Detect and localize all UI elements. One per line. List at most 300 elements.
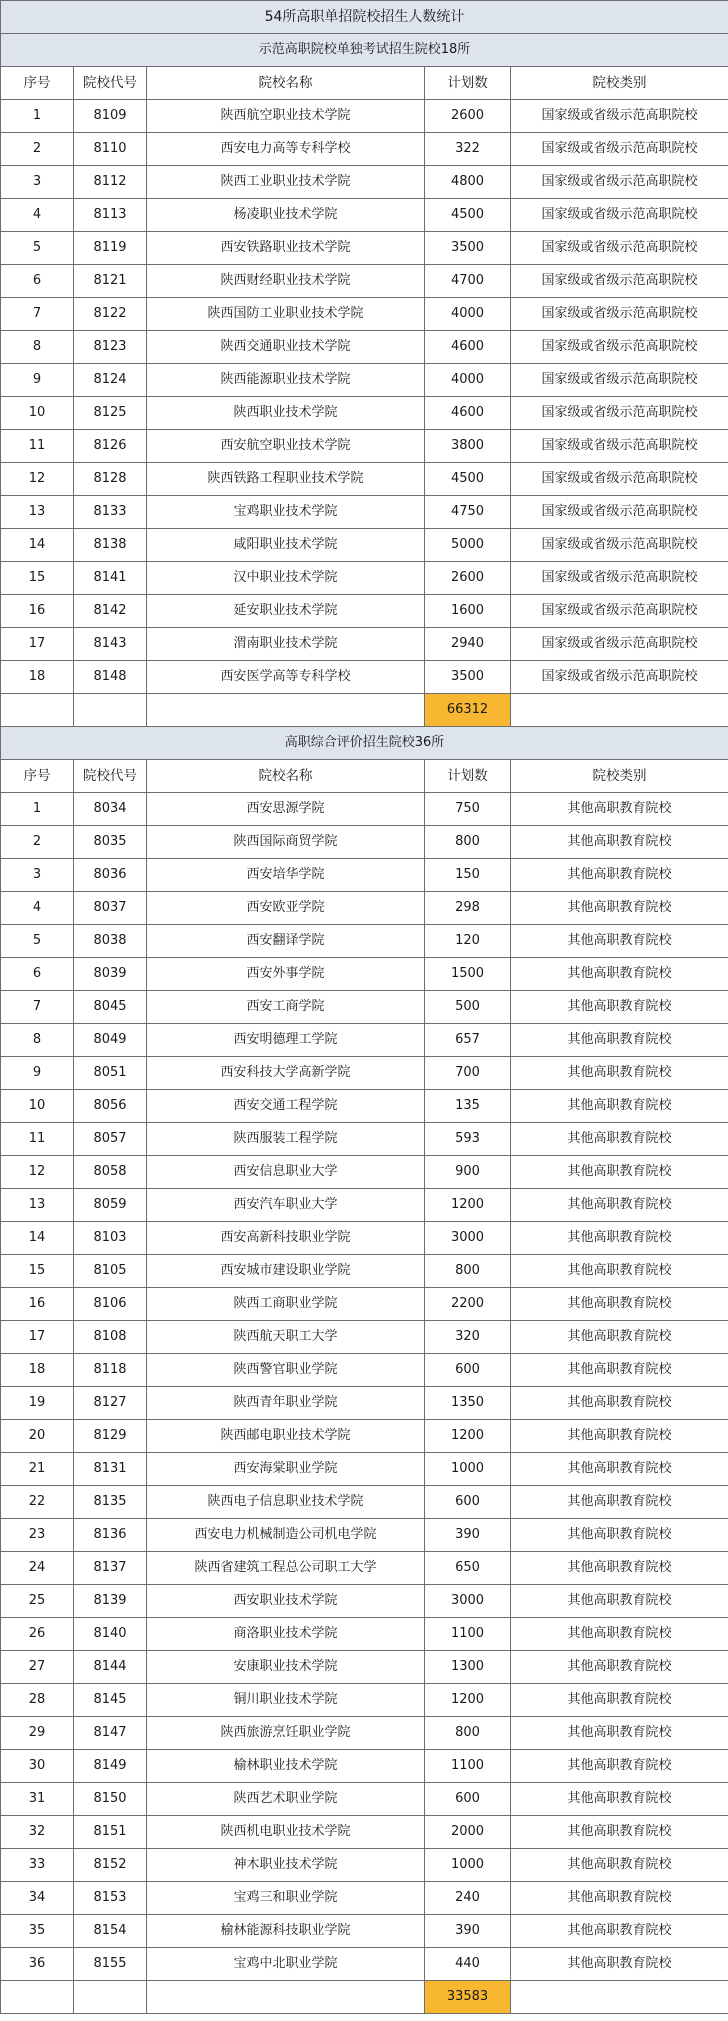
plan-count-cell: 600 [425,1354,511,1387]
seq-number-cell: 24 [1,1552,74,1585]
plan-count-cell: 4500 [425,199,511,232]
column-header-school-code: 院校代号 [74,67,147,100]
school-category-cell: 其他高职教育院校 [511,958,728,991]
plan-count-cell: 3000 [425,1585,511,1618]
school-category-cell: 国家级或省级示范高职院校 [511,496,728,529]
school-category-cell: 国家级或省级示范高职院校 [511,661,728,694]
plan-count-cell: 4700 [425,265,511,298]
seq-number-cell: 14 [1,529,74,562]
plan-count-cell: 1500 [425,958,511,991]
seq-number-cell: 6 [1,265,74,298]
table-title: 54所高职单招院校招生人数统计 [1,1,728,34]
table-body [1,1,728,2014]
seq-number-cell: 35 [1,1915,74,1948]
empty-cell [74,694,147,727]
seq-number-cell: 17 [1,1321,74,1354]
school-code-cell: 8137 [74,1552,147,1585]
total-plan-count: 66312 [425,694,511,727]
plan-count-cell: 800 [425,1717,511,1750]
plan-count-cell: 390 [425,1915,511,1948]
plan-count-cell: 900 [425,1156,511,1189]
seq-number-cell: 2 [1,826,74,859]
school-code-cell: 8154 [74,1915,147,1948]
plan-count-cell: 390 [425,1519,511,1552]
plan-count-cell: 4750 [425,496,511,529]
school-code-cell: 8038 [74,925,147,958]
school-name-cell: 西安海棠职业学院 [147,1453,425,1486]
school-name-cell: 西安科技大学高新学院 [147,1057,425,1090]
table-row [1,1486,728,1519]
school-name-cell: 陕西交通职业技术学院 [147,331,425,364]
table-row [1,1585,728,1618]
plan-count-cell: 2000 [425,1816,511,1849]
seq-number-cell: 13 [1,1189,74,1222]
plan-count-cell: 135 [425,1090,511,1123]
section-heading: 示范高职院校单独考试招生院校18所 [1,34,728,67]
school-name-cell: 陕西能源职业技术学院 [147,364,425,397]
total-row [1,694,728,727]
total-plan-count: 33583 [425,1981,511,2014]
table-row [1,595,728,628]
school-code-cell: 8126 [74,430,147,463]
seq-number-cell: 17 [1,628,74,661]
school-code-cell: 8140 [74,1618,147,1651]
plan-count-cell: 4600 [425,397,511,430]
seq-number-cell: 13 [1,496,74,529]
column-header-school-name: 院校名称 [147,760,425,793]
table-row [1,100,728,133]
school-name-cell: 商洛职业技术学院 [147,1618,425,1651]
school-category-cell: 国家级或省级示范高职院校 [511,232,728,265]
school-category-cell: 其他高职教育院校 [511,1123,728,1156]
table-row [1,892,728,925]
school-name-cell: 西安医学高等专科学校 [147,661,425,694]
school-code-cell: 8150 [74,1783,147,1816]
seq-number-cell: 20 [1,1420,74,1453]
school-code-cell: 8141 [74,562,147,595]
school-code-cell: 8049 [74,1024,147,1057]
table-row [1,628,728,661]
school-category-cell: 国家级或省级示范高职院校 [511,463,728,496]
school-code-cell: 8133 [74,496,147,529]
school-code-cell: 8106 [74,1288,147,1321]
plan-count-cell: 440 [425,1948,511,1981]
school-name-cell: 铜川职业技术学院 [147,1684,425,1717]
table-row [1,925,728,958]
school-name-cell: 西安明德理工学院 [147,1024,425,1057]
school-category-cell: 其他高职教育院校 [511,1849,728,1882]
seq-number-cell: 9 [1,1057,74,1090]
seq-number-cell: 1 [1,100,74,133]
empty-cell [147,1981,425,2014]
school-code-cell: 8124 [74,364,147,397]
table-row [1,298,728,331]
plan-count-cell: 2200 [425,1288,511,1321]
school-code-cell: 8131 [74,1453,147,1486]
seq-number-cell: 7 [1,298,74,331]
school-code-cell: 8035 [74,826,147,859]
school-code-cell: 8149 [74,1750,147,1783]
column-header-school-category: 院校类别 [511,760,728,793]
section-heading-row [1,727,728,760]
table-row [1,133,728,166]
table-row [1,496,728,529]
school-code-cell: 8039 [74,958,147,991]
school-name-cell: 陕西旅游烹饪职业学院 [147,1717,425,1750]
seq-number-cell: 7 [1,991,74,1024]
seq-number-cell: 4 [1,892,74,925]
school-code-cell: 8125 [74,397,147,430]
plan-count-cell: 1300 [425,1651,511,1684]
school-category-cell: 国家级或省级示范高职院校 [511,430,728,463]
school-category-cell: 其他高职教育院校 [511,1915,728,1948]
plan-count-cell: 150 [425,859,511,892]
table-row [1,958,728,991]
school-code-cell: 8139 [74,1585,147,1618]
empty-cell [1,694,74,727]
empty-cell [511,694,728,727]
table-row [1,1387,728,1420]
table-row [1,1090,728,1123]
school-name-cell: 西安思源学院 [147,793,425,826]
school-code-cell: 8155 [74,1948,147,1981]
school-name-cell: 陕西服装工程学院 [147,1123,425,1156]
plan-count-cell: 2600 [425,562,511,595]
school-category-cell: 其他高职教育院校 [511,1156,728,1189]
school-code-cell: 8144 [74,1651,147,1684]
table-row [1,166,728,199]
table-row [1,1717,728,1750]
school-name-cell: 西安电力机械制造公司机电学院 [147,1519,425,1552]
school-code-cell: 8147 [74,1717,147,1750]
school-name-cell: 西安汽车职业大学 [147,1189,425,1222]
total-row [1,1981,728,2014]
column-header-seq-number: 序号 [1,67,74,100]
column-header-school-name: 院校名称 [147,67,425,100]
seq-number-cell: 33 [1,1849,74,1882]
school-code-cell: 8110 [74,133,147,166]
school-code-cell: 8122 [74,298,147,331]
plan-count-cell: 3500 [425,232,511,265]
table-row [1,1948,728,1981]
school-category-cell: 国家级或省级示范高职院校 [511,298,728,331]
school-name-cell: 陕西青年职业学院 [147,1387,425,1420]
school-category-cell: 国家级或省级示范高职院校 [511,562,728,595]
school-name-cell: 陕西机电职业技术学院 [147,1816,425,1849]
seq-number-cell: 6 [1,958,74,991]
school-code-cell: 8036 [74,859,147,892]
seq-number-cell: 29 [1,1717,74,1750]
table-row [1,232,728,265]
plan-count-cell: 700 [425,1057,511,1090]
school-code-cell: 8058 [74,1156,147,1189]
table-row [1,793,728,826]
school-category-cell: 其他高职教育院校 [511,1717,728,1750]
plan-count-cell: 657 [425,1024,511,1057]
table-row [1,1354,728,1387]
school-code-cell: 8113 [74,199,147,232]
school-name-cell: 陕西航天职工大学 [147,1321,425,1354]
school-category-cell: 其他高职教育院校 [511,1750,728,1783]
seq-number-cell: 12 [1,463,74,496]
table-row [1,1552,728,1585]
table-row [1,1783,728,1816]
table-row [1,1750,728,1783]
school-name-cell: 神木职业技术学院 [147,1849,425,1882]
school-name-cell: 汉中职业技术学院 [147,562,425,595]
seq-number-cell: 32 [1,1816,74,1849]
school-code-cell: 8105 [74,1255,147,1288]
school-code-cell: 8121 [74,265,147,298]
plan-count-cell: 1000 [425,1849,511,1882]
table-row [1,1618,728,1651]
school-category-cell: 其他高职教育院校 [511,1453,728,1486]
school-category-cell: 国家级或省级示范高职院校 [511,595,728,628]
table-row [1,529,728,562]
section-heading-row [1,34,728,67]
school-name-cell: 西安交通工程学院 [147,1090,425,1123]
school-category-cell: 其他高职教育院校 [511,1486,728,1519]
school-code-cell: 8034 [74,793,147,826]
school-name-cell: 西安城市建设职业学院 [147,1255,425,1288]
school-code-cell: 8142 [74,595,147,628]
table-row [1,1024,728,1057]
school-category-cell: 其他高职教育院校 [511,1816,728,1849]
table-row [1,1189,728,1222]
school-name-cell: 陕西邮电职业技术学院 [147,1420,425,1453]
school-name-cell: 西安职业技术学院 [147,1585,425,1618]
school-category-cell: 其他高职教育院校 [511,892,728,925]
table-row [1,430,728,463]
school-name-cell: 陕西电子信息职业技术学院 [147,1486,425,1519]
school-code-cell: 8145 [74,1684,147,1717]
school-code-cell: 8103 [74,1222,147,1255]
school-code-cell: 8057 [74,1123,147,1156]
seq-number-cell: 1 [1,793,74,826]
plan-count-cell: 2940 [425,628,511,661]
plan-count-cell: 500 [425,991,511,1024]
school-name-cell: 榆林职业技术学院 [147,1750,425,1783]
table-row [1,1882,728,1915]
plan-count-cell: 3000 [425,1222,511,1255]
school-name-cell: 宝鸡三和职业学院 [147,1882,425,1915]
seq-number-cell: 30 [1,1750,74,1783]
school-code-cell: 8119 [74,232,147,265]
school-name-cell: 陕西财经职业技术学院 [147,265,425,298]
school-code-cell: 8037 [74,892,147,925]
table-row [1,1849,728,1882]
school-name-cell: 西安培华学院 [147,859,425,892]
seq-number-cell: 10 [1,1090,74,1123]
seq-number-cell: 15 [1,562,74,595]
seq-number-cell: 26 [1,1618,74,1651]
seq-number-cell: 19 [1,1387,74,1420]
school-category-cell: 其他高职教育院校 [511,826,728,859]
plan-count-cell: 2600 [425,100,511,133]
school-name-cell: 西安外事学院 [147,958,425,991]
plan-count-cell: 600 [425,1783,511,1816]
plan-count-cell: 1200 [425,1420,511,1453]
column-header-row [1,67,728,100]
school-code-cell: 8153 [74,1882,147,1915]
school-code-cell: 8108 [74,1321,147,1354]
table-row [1,1453,728,1486]
plan-count-cell: 800 [425,826,511,859]
seq-number-cell: 15 [1,1255,74,1288]
seq-number-cell: 9 [1,364,74,397]
school-category-cell: 其他高职教育院校 [511,1882,728,1915]
school-name-cell: 陕西职业技术学院 [147,397,425,430]
seq-number-cell: 31 [1,1783,74,1816]
school-category-cell: 其他高职教育院校 [511,1651,728,1684]
seq-number-cell: 16 [1,1288,74,1321]
school-code-cell: 8056 [74,1090,147,1123]
table-row [1,1321,728,1354]
seq-number-cell: 18 [1,661,74,694]
plan-count-cell: 3800 [425,430,511,463]
seq-number-cell: 11 [1,430,74,463]
seq-number-cell: 25 [1,1585,74,1618]
school-category-cell: 其他高职教育院校 [511,1948,728,1981]
table-row [1,1123,728,1156]
column-header-plan-count: 计划数 [425,760,511,793]
school-category-cell: 其他高职教育院校 [511,1057,728,1090]
school-category-cell: 其他高职教育院校 [511,1618,728,1651]
table-row [1,1816,728,1849]
table-row [1,1915,728,1948]
plan-count-cell: 650 [425,1552,511,1585]
school-name-cell: 陕西工业职业技术学院 [147,166,425,199]
school-name-cell: 西安信息职业大学 [147,1156,425,1189]
school-name-cell: 宝鸡职业技术学院 [147,496,425,529]
school-category-cell: 其他高职教育院校 [511,1684,728,1717]
school-category-cell: 其他高职教育院校 [511,1189,728,1222]
seq-number-cell: 8 [1,331,74,364]
seq-number-cell: 11 [1,1123,74,1156]
school-name-cell: 西安铁路职业技术学院 [147,232,425,265]
school-code-cell: 8109 [74,100,147,133]
school-code-cell: 8138 [74,529,147,562]
plan-count-cell: 4800 [425,166,511,199]
school-category-cell: 其他高职教育院校 [511,1024,728,1057]
school-category-cell: 国家级或省级示范高职院校 [511,100,728,133]
table-row [1,991,728,1024]
seq-number-cell: 23 [1,1519,74,1552]
school-name-cell: 延安职业技术学院 [147,595,425,628]
seq-number-cell: 4 [1,199,74,232]
school-category-cell: 国家级或省级示范高职院校 [511,265,728,298]
table-row [1,1156,728,1189]
table-row [1,265,728,298]
plan-count-cell: 4000 [425,298,511,331]
empty-cell [74,1981,147,2014]
school-name-cell: 陕西国防工业职业技术学院 [147,298,425,331]
table-row [1,859,728,892]
school-category-cell: 其他高职教育院校 [511,1090,728,1123]
seq-number-cell: 5 [1,925,74,958]
seq-number-cell: 3 [1,859,74,892]
school-code-cell: 8128 [74,463,147,496]
plan-count-cell: 1200 [425,1684,511,1717]
school-code-cell: 8051 [74,1057,147,1090]
table-row [1,1057,728,1090]
school-name-cell: 西安欧亚学院 [147,892,425,925]
school-code-cell: 8136 [74,1519,147,1552]
section-heading: 高职综合评价招生院校36所 [1,727,728,760]
plan-count-cell: 1200 [425,1189,511,1222]
seq-number-cell: 16 [1,595,74,628]
school-category-cell: 其他高职教育院校 [511,859,728,892]
plan-count-cell: 1100 [425,1750,511,1783]
table-row [1,1222,728,1255]
seq-number-cell: 36 [1,1948,74,1981]
plan-count-cell: 4500 [425,463,511,496]
school-category-cell: 国家级或省级示范高职院校 [511,166,728,199]
school-category-cell: 其他高职教育院校 [511,1420,728,1453]
school-name-cell: 陕西警官职业学院 [147,1354,425,1387]
school-name-cell: 陕西艺术职业学院 [147,1783,425,1816]
table-row [1,1684,728,1717]
school-category-cell: 国家级或省级示范高职院校 [511,133,728,166]
table-row [1,331,728,364]
school-category-cell: 其他高职教育院校 [511,925,728,958]
school-name-cell: 陕西航空职业技术学院 [147,100,425,133]
column-header-row [1,760,728,793]
table-title-row [1,1,728,34]
table-row [1,562,728,595]
seq-number-cell: 2 [1,133,74,166]
school-category-cell: 其他高职教育院校 [511,1354,728,1387]
seq-number-cell: 3 [1,166,74,199]
seq-number-cell: 14 [1,1222,74,1255]
table-row [1,1519,728,1552]
school-category-cell: 国家级或省级示范高职院校 [511,529,728,562]
seq-number-cell: 34 [1,1882,74,1915]
empty-cell [147,694,425,727]
table-row [1,826,728,859]
table-row [1,1420,728,1453]
plan-count-cell: 4000 [425,364,511,397]
plan-count-cell: 3500 [425,661,511,694]
school-category-cell: 国家级或省级示范高职院校 [511,364,728,397]
school-category-cell: 其他高职教育院校 [511,1255,728,1288]
school-category-cell: 国家级或省级示范高职院校 [511,331,728,364]
table-row [1,463,728,496]
plan-count-cell: 5000 [425,529,511,562]
seq-number-cell: 28 [1,1684,74,1717]
plan-count-cell: 600 [425,1486,511,1519]
seq-number-cell: 27 [1,1651,74,1684]
table-row [1,1651,728,1684]
seq-number-cell: 22 [1,1486,74,1519]
school-category-cell: 其他高职教育院校 [511,1387,728,1420]
school-name-cell: 陕西铁路工程职业技术学院 [147,463,425,496]
plan-count-cell: 1600 [425,595,511,628]
school-category-cell: 其他高职教育院校 [511,1585,728,1618]
plan-count-cell: 320 [425,1321,511,1354]
school-category-cell: 国家级或省级示范高职院校 [511,628,728,661]
column-header-plan-count: 计划数 [425,67,511,100]
seq-number-cell: 8 [1,1024,74,1057]
plan-count-cell: 1000 [425,1453,511,1486]
seq-number-cell: 5 [1,232,74,265]
plan-count-cell: 4600 [425,331,511,364]
school-code-cell: 8112 [74,166,147,199]
school-name-cell: 西安高新科技职业学院 [147,1222,425,1255]
school-name-cell: 渭南职业技术学院 [147,628,425,661]
table-row [1,1255,728,1288]
school-code-cell: 8148 [74,661,147,694]
